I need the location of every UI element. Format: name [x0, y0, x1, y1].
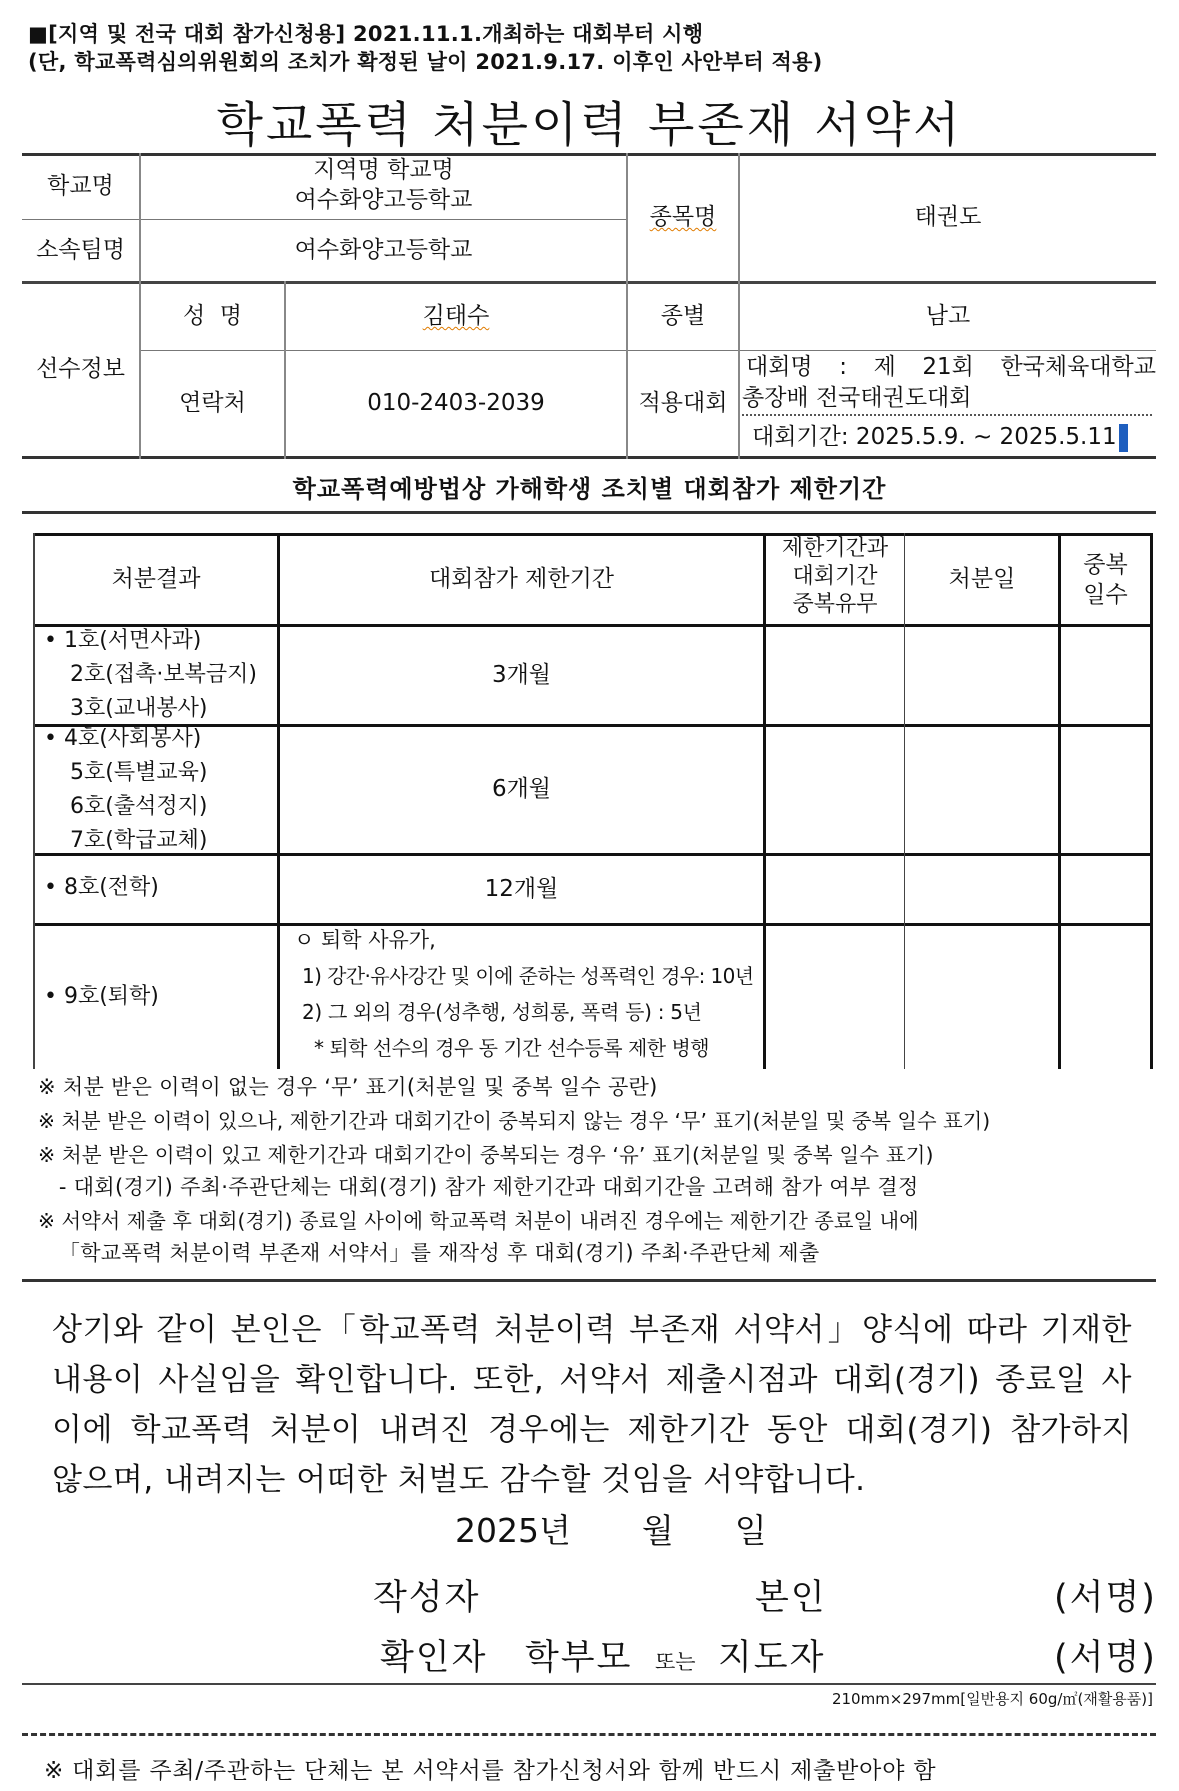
pledge-line-3: 이에 학교폭력 처분이 내려진 경우에는 제한기간 동안 대회(경기) 참가하지 [52, 1412, 1132, 1448]
date-month: 월 [641, 1511, 674, 1550]
notice-line-1: ■[지역 및 전국 대회 참가신청용] 2021.11.1.개최하는 대회부터 시행 [28, 22, 704, 46]
footer-note: ※ 대회를 주최/주관하는 단체는 본 서약서를 참가신청서와 함께 반드시 제출받아야 함 [44, 1758, 937, 1784]
col-header-result: 처분결과 [111, 566, 201, 593]
writer-label: 작성자 [373, 1578, 481, 1618]
gender-label: 종별 [660, 303, 706, 330]
col-header-period: 대회참가 제한기간 [428, 566, 615, 593]
confirmer-label: 확인자 [380, 1638, 488, 1678]
col-header-date: 처분일 [948, 566, 1016, 593]
confirmer-coach: 지도자 [718, 1638, 826, 1678]
school-value [141, 150, 626, 222]
confirmer-signature-field[interactable]: (서명) [1054, 1638, 1157, 1678]
col-header-overlap: 제한기간과 대회기간 중복유무 [781, 536, 889, 617]
confirmer-parent: 학부모 [525, 1638, 633, 1678]
row-4-period: ㅇ 퇴학 사유가, 1) 강간·유사강간 및 이에 준하는 성폭력인 경우: 10년 2) 그 외의 경우(성추행, 성희롱, 폭력 등) : 5년 * 퇴학 선수의 경우 동 기간 선수등록 제한 병행 [294, 928, 754, 1060]
contact-value: 010-2403-2039 [367, 390, 545, 417]
school-value-line2: 여수화양고등학교 [294, 187, 473, 213]
date-day: 일 [734, 1511, 767, 1550]
note-2: ※ 처분 받은 이력이 있으나, 제한기간과 대회기간이 중복되지 않는 경우 ‘무’ 표기(처분일 및 중복 일수 표기) [38, 1109, 991, 1133]
competition-name-line1: 대회명 : 제 21회 한국체육대학교 [746, 354, 1156, 380]
pledge-date [455, 1505, 767, 1552]
contact-label: 연락처 [179, 390, 246, 417]
notice-line-2: (단, 학교폭력심의위원회의 조치가 확정된 날이 2021.9.17. 이후인 사안부터 적용) [28, 50, 823, 74]
restriction-heading: 학교폭력예방법상 가해학생 조치별 대회참가 제한기간 [292, 475, 887, 503]
school-value-line1: 지역명 학교명 [313, 157, 454, 184]
col-header-days: 중복 일수 [1083, 552, 1128, 608]
writer-value: 본인 [755, 1578, 827, 1618]
competition-name-line2: 총장배 전국태권도대회 [742, 385, 972, 411]
document-title: 학교폭력 처분이력 부존재 서약서 [216, 97, 963, 153]
note-4: - 대회(경기) 주최·주관단체는 대회(경기) 참가 제한기간과 대회기간을 고려해 참가 여부 결정 [38, 1175, 919, 1199]
note-3: ※ 처분 받은 이력이 있고 제한기간과 대회기간이 중복되는 경우 ‘유’ 표기(처분일 및 중복 일수 표기) [38, 1143, 934, 1167]
confirmer-or: 또는 [655, 1650, 696, 1674]
event-value: 태권도 [914, 204, 982, 231]
date-year: 2025년 [455, 1511, 571, 1550]
team-value: 여수화양고등학교 [294, 236, 473, 263]
note-5: ※ 서약서 제출 후 대회(경기) 종료일 사이에 학교폭력 처분이 내려진 경우에는 제한기간 종료일 내에 [38, 1209, 919, 1233]
pledge-line-1: 상기와 같이 본인은「학교폭력 처분이력 부존재 서약서」양식에 따라 기재한 [52, 1312, 1132, 1348]
player-info-label: 선수정보 [36, 356, 125, 383]
note-1: ※ 처분 받은 이력이 없는 경우 ‘무’ 표기(처분일 및 중복 일수 공란) [38, 1075, 658, 1099]
text-cursor-icon [1119, 424, 1128, 452]
team-label: 소속팀명 [36, 236, 125, 263]
row-1-items: • 1호(서면사과) 2호(접촉·보복금지) 3호(교내봉사) [44, 628, 257, 721]
gender-value: 남고 [925, 303, 971, 330]
row-2-period: 6개월 [491, 776, 552, 803]
competition-period: 대회기간: 2025.5.9. ~ 2025.5.11 [752, 422, 1128, 452]
row-1-period: 3개월 [491, 661, 552, 688]
pledge-line-2: 내용이 사실임을 확인합니다. 또한, 서약서 제출시점과 대회(경기) 종료일 사 [52, 1362, 1132, 1398]
row-4-items: • 9호(퇴학) [44, 984, 159, 1009]
pledge-line-4: 않으며, 내려지는 어떠한 처벌도 감수할 것임을 서약합니다. [52, 1462, 866, 1498]
note-6: 「학교폭력 처분이력 부존재 서약서」를 재작성 후 대회(경기) 주최·주관단체 제출 [38, 1241, 820, 1265]
name-label: 성 명 [182, 303, 243, 330]
event-label: 종목명 [649, 204, 717, 231]
apply-competition-label: 적용대회 [638, 390, 728, 417]
paper-spec: 210mm×297mm[일반용지 60g/㎡(재활용품)] [831, 1690, 1153, 1708]
writer-signature-field[interactable]: (서명) [1054, 1578, 1157, 1618]
name-value: 김태수 [422, 303, 490, 330]
cut-line [22, 1733, 1156, 1736]
row-3-items: • 8호(전학) [44, 875, 159, 900]
school-label: 학교명 [47, 173, 114, 200]
row-3-period: 12개월 [484, 875, 559, 902]
row-2-items: • 4호(사회봉사) 5호(특별교육) 6호(출석정지) 7호(학급교체) [44, 726, 208, 853]
